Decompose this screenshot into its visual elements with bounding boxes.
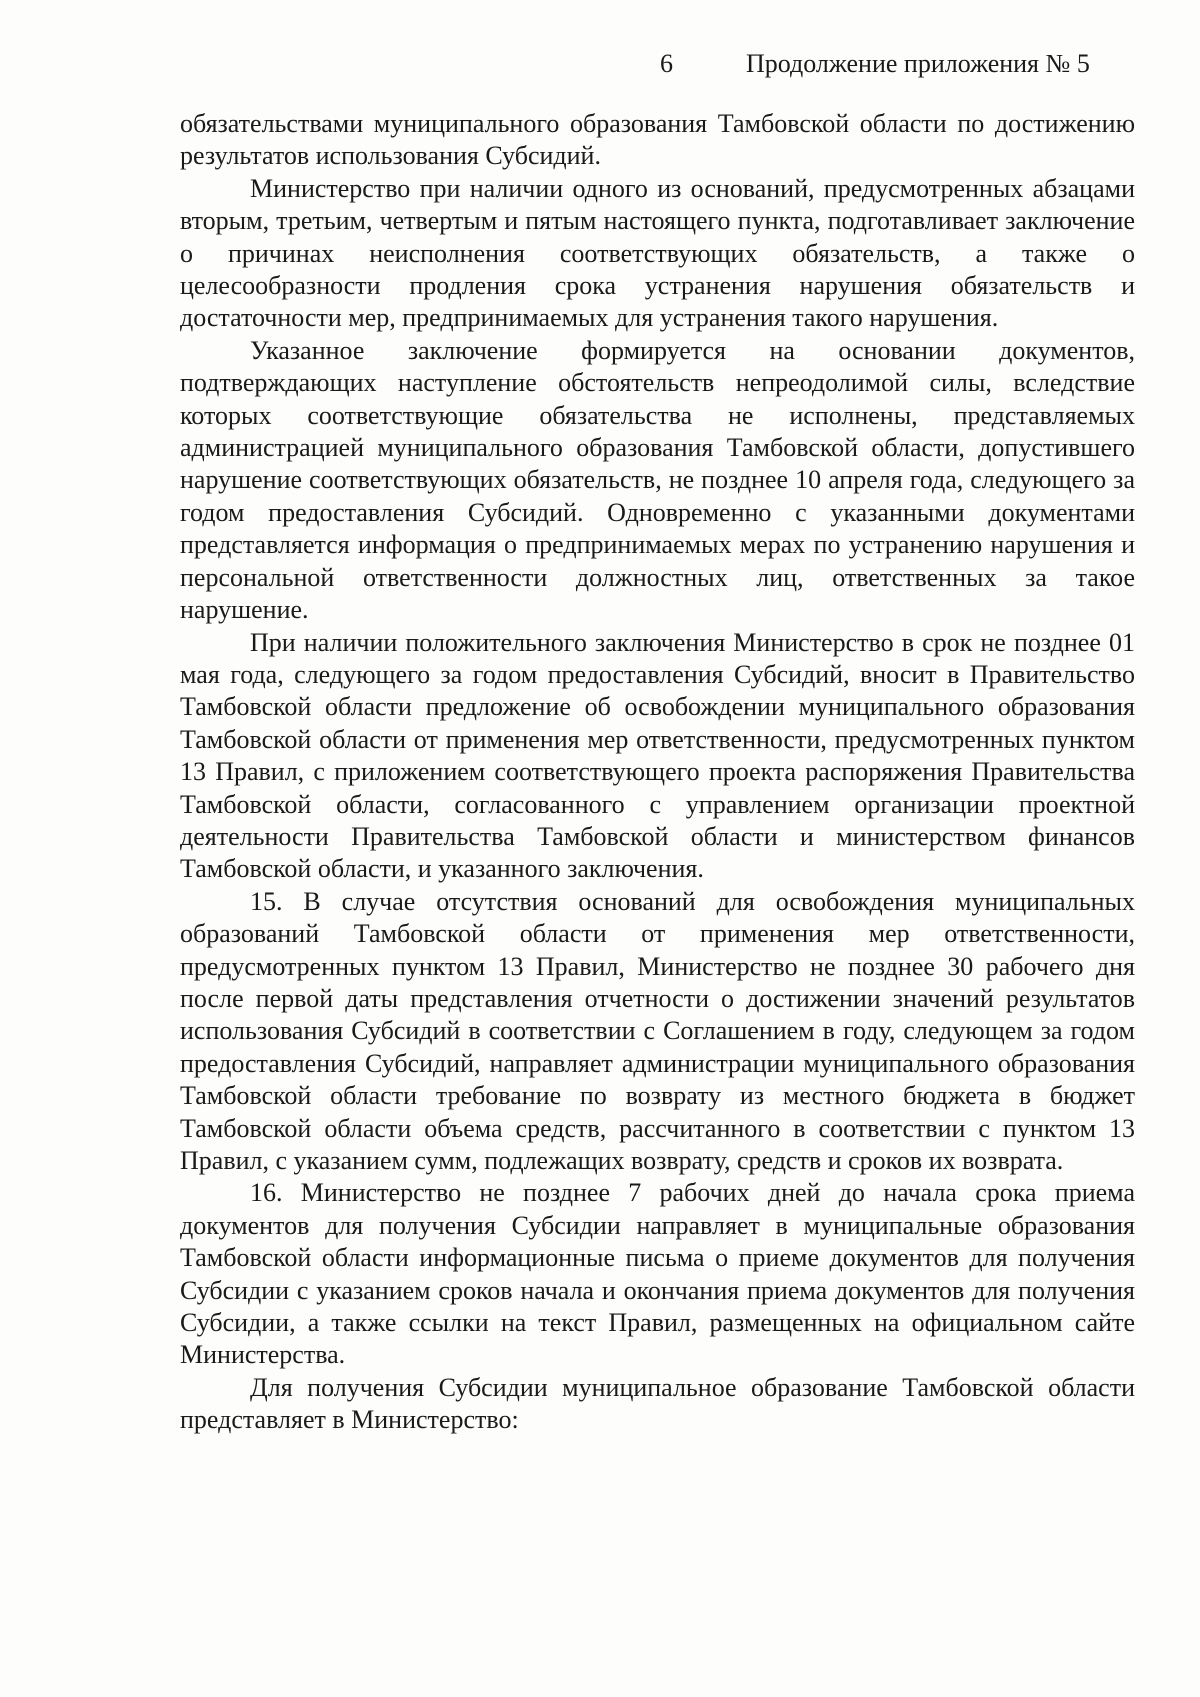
- paragraph-item-15: 15. В случае отсутствия оснований для освобождения муниципальных образований Тамбовской области от применения мер ответственности, предусмотренных пунктом 13 Правил, Министерство не позднее 30 рабочего дня после первой даты представления отчетности о достижении значений результатов использования Субсидий в соответствии с Соглашением в году, следующем за годом предоставления Субсидий, направляет администрации муниципального образования Тамбовской области требование по возврату из местного бюджета в бюджет Тамбовской области объема средств, рассчитанного в соответствии с пунктом 13 Правил, с указанием сумм, подлежащих возврату, средств и сроков их возврата.: [180, 886, 1135, 1175]
- paragraph: обязательствами муниципального образования Тамбовской области по достижению результатов использования Субсидий.: [180, 109, 1135, 171]
- paragraph: При наличии положительного заключения Министерство в срок не позднее 01 мая года, следующего за годом предоставления Субсидий, вносит в Правительство Тамбовской области предложение об освобождении муниципального образования Тамбовской области от применения мер ответственности, предусмотренных пунктом 13 Правил, с приложением соответствующего проекта распоряжения Правительства Тамбовской области, согласованного с управлением организации проектной деятельности Правительства Тамбовской области и министерством финансов Тамбовской области, и указанного заключения.: [180, 627, 1135, 884]
- paragraph-item-16: 16. Министерство не позднее 7 рабочих дней до начала срока приема документов для получения Субсидии направляет в муниципальные образования Тамбовской области информационные письма о приеме документов для получения Субсидии с указанием сроков начала и окончания приема документов для получения Субсидии, а также ссылки на текст Правил, размещенных на официальном сайте Министерства.: [180, 1178, 1135, 1370]
- paragraph: Указанное заключение формируется на основании документов, подтверждающих наступление обстоятельств непреодолимой силы, вследствие которых соответствующие обязательства не исполнены, представляемых администрацией муниципального образования Тамбовской области, допустившего нарушение соответствующих обязательств, не позднее 10 апреля года, следующего за годом предоставления Субсидий. Одновременно с указанными документами представляется информация о предпринимаемых мерах по устранению нарушения и персональной ответственности должностных лиц, ответственных за такое нарушение.: [180, 335, 1135, 625]
- document-body: [180, 108, 1135, 1437]
- paragraph: Для получения Субсидии муниципальное образование Тамбовской области представляет в Министерство:: [180, 1372, 1135, 1435]
- paragraph: Министерство при наличии одного из оснований, предусмотренных абзацами вторым, третьим, четвертым и пятым настоящего пункта, подготавливает заключение о причинах неисполнения соответствующих обязательств, а также о целесообразности продления срока устранения нарушения обязательств и достаточности мер, предпринимаемых для устранения такого нарушения.: [180, 173, 1135, 333]
- appendix-continuation-label: Продолжение приложения № 5: [746, 49, 1090, 78]
- page-number: 6: [660, 49, 673, 78]
- page-header: [660, 44, 1130, 84]
